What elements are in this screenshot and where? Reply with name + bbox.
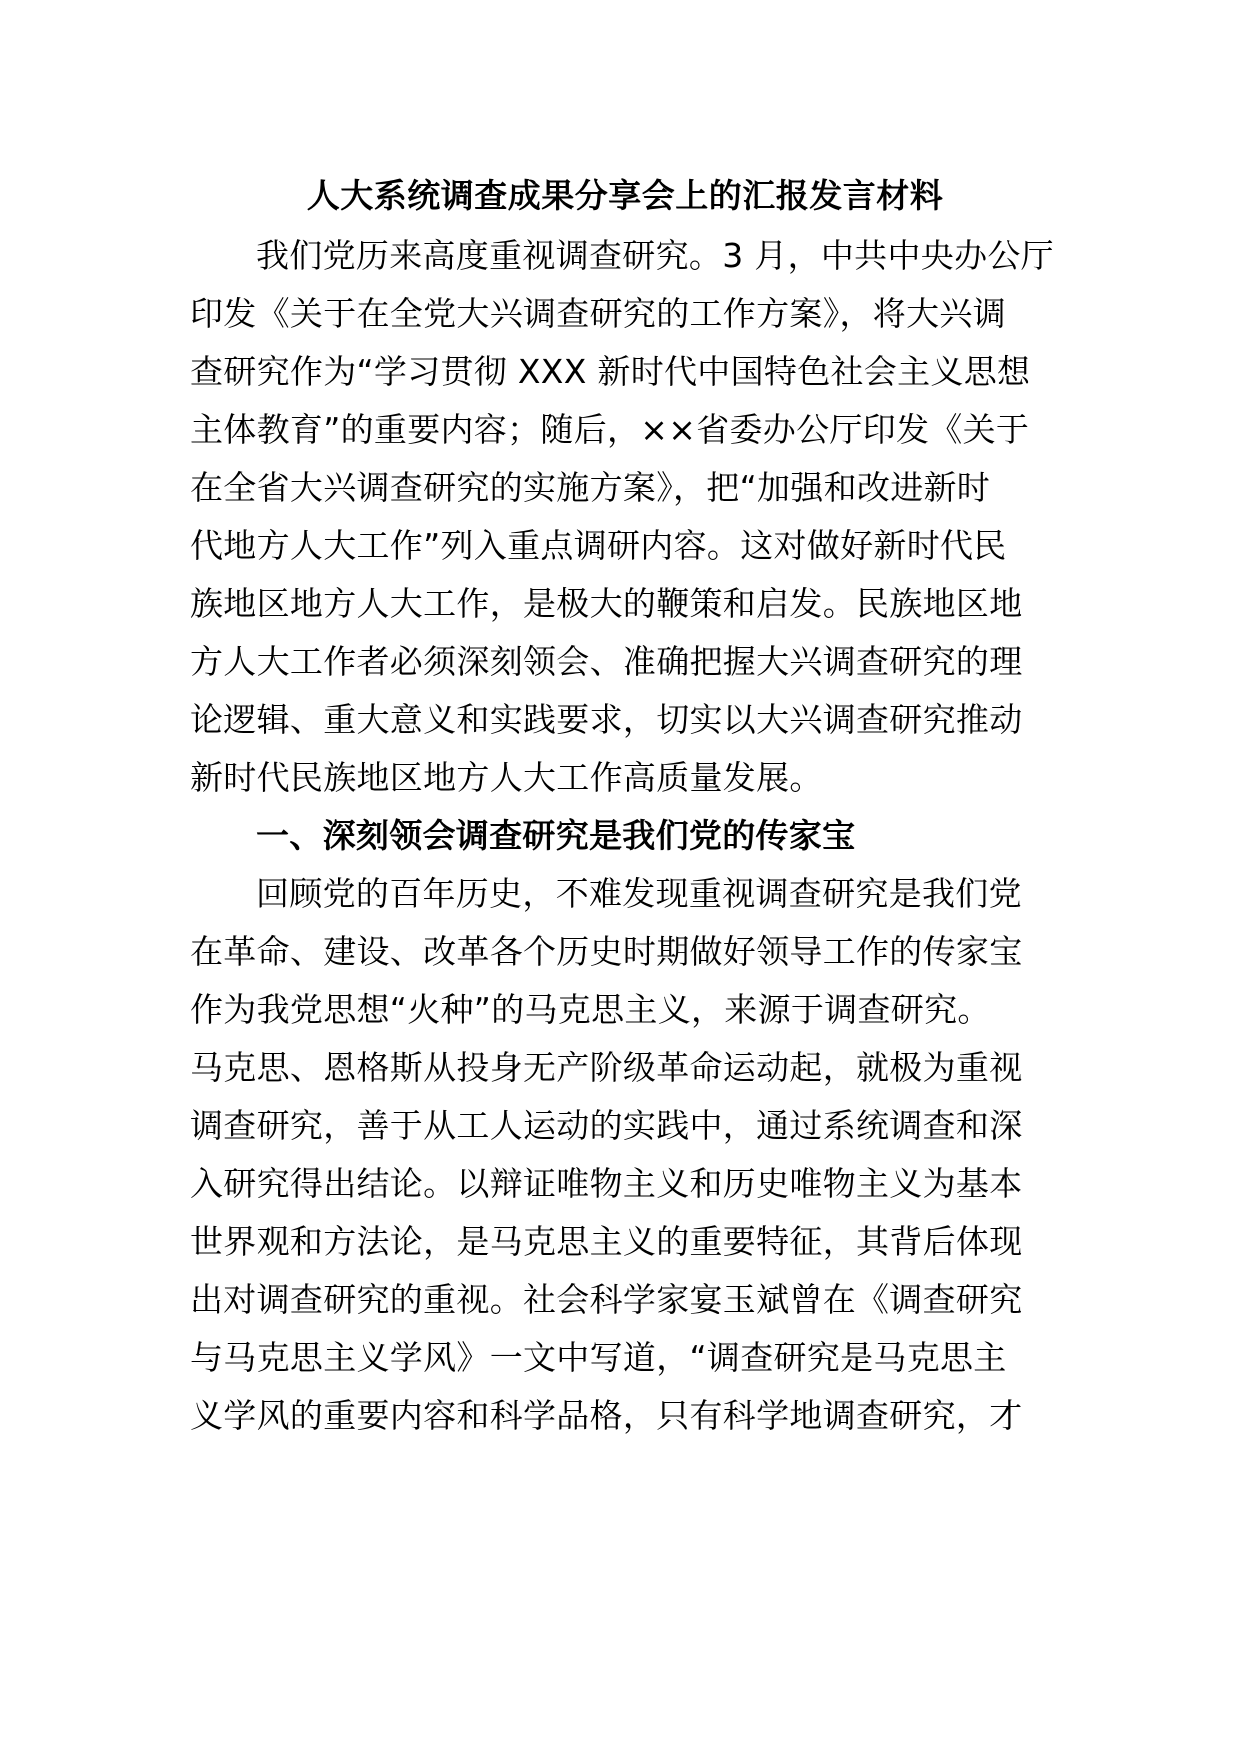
paragraph-line: 马克思、恩格斯从投身无产阶级革命运动起，就极为重视	[190, 1048, 1023, 1087]
document-title: 人大系统调查成果分享会上的汇报发言材料	[306, 176, 944, 215]
paragraph-line: 调查研究，善于从工人运动的实践中，通过系统调查和深	[190, 1106, 1023, 1145]
paragraph-line: 我们党历来高度重视调查研究。3 月，中共中央办公厅	[256, 236, 1054, 275]
paragraph-line: 出对调查研究的重视。社会科学家宴玉斌曾在《调查研究	[190, 1280, 1023, 1319]
paragraph-line: 方人大工作者必须深刻领会、准确把握大兴调查研究的理	[190, 642, 1023, 681]
paragraph-line: 在全省大兴调查研究的实施方案》，把“加强和改进新时	[190, 468, 991, 507]
paragraph-line: 代地方人大工作”列入重点调研内容。这对做好新时代民	[190, 526, 1007, 565]
paragraph-line: 族地区地方人大工作，是极大的鞭策和启发。民族地区地	[190, 584, 1023, 623]
paragraph-line: 论逻辑、重大意义和实践要求，切实以大兴调查研究推动	[190, 700, 1023, 739]
paragraph-line: 作为我党思想“火种”的马克思主义，来源于调查研究。	[190, 990, 991, 1029]
paragraph-line: 回顾党的百年历史，不难发现重视调查研究是我们党	[256, 874, 1022, 913]
paragraph-line: 世界观和方法论，是马克思主义的重要特征，其背后体现	[190, 1222, 1023, 1261]
paragraph-line: 查研究作为“学习贯彻 XXX 新时代中国特色社会主义思想	[190, 352, 1031, 391]
paragraph-line: 入研究得出结论。以辩证唯物主义和历史唯物主义为基本	[190, 1164, 1023, 1203]
paragraph-line: 主体教育”的重要内容；随后，××省委办公厅印发《关于	[190, 410, 1030, 449]
section-heading: 一、深刻领会调查研究是我们党的传家宝	[256, 816, 856, 855]
paragraph-line: 与马克思主义学风》一文中写道，“调查研究是马克思主	[190, 1338, 1007, 1377]
paragraph-line: 印发《关于在全党大兴调查研究的工作方案》，将大兴调	[190, 294, 1006, 333]
paragraph-line: 在革命、建设、改革各个历史时期做好领导工作的传家宝	[190, 932, 1023, 971]
paragraph-line: 义学风的重要内容和科学品格，只有科学地调查研究，才	[190, 1396, 1023, 1435]
paragraph-line: 新时代民族地区地方人大工作高质量发展。	[190, 758, 823, 797]
